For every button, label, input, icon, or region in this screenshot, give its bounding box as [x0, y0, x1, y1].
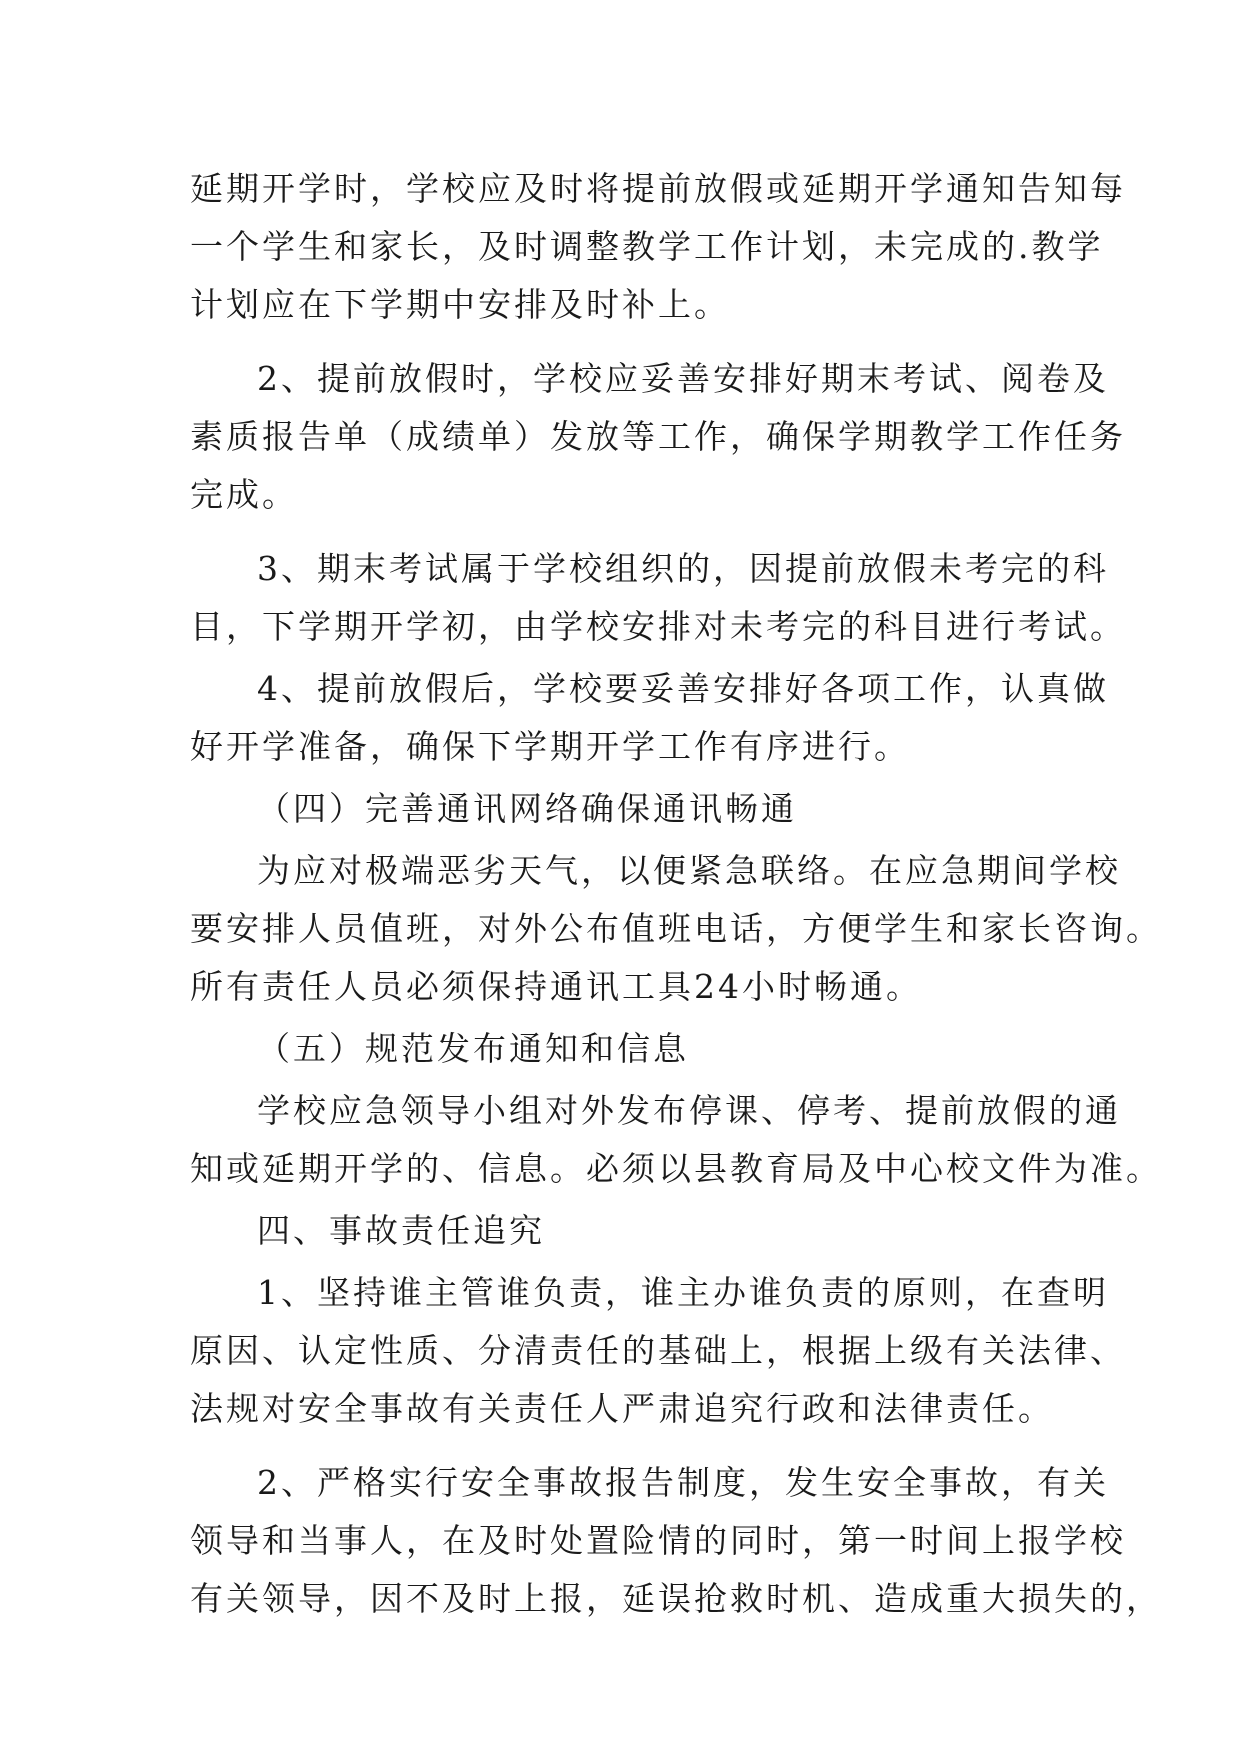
heading-line: （五）规范发布通知和信息: [257, 1029, 689, 1068]
text-line: 2、提前放假时，学校应妥善安排好期末考试、阅卷及: [257, 359, 1109, 398]
document-body: [190, 160, 1162, 1628]
paragraph-accountability-1: [190, 1264, 1126, 1438]
heading-line: （四）完善通讯网络确保通讯畅通: [257, 789, 797, 828]
text-line: 好开学准备，确保下学期开学工作有序进行。: [190, 727, 910, 766]
text-line: 学校应急领导小组对外发布停课、停考、提前放假的通: [257, 1091, 1121, 1130]
text-line: 2、严格实行安全事故报告制度，发生安全事故，有关: [257, 1463, 1109, 1502]
paragraph-accountability-2: [190, 1454, 1162, 1628]
text-line: 有关领导，因不及时上报，延误抢救时机、造成重大损失的，: [190, 1579, 1162, 1618]
heading-line: 四、事故责任追究: [257, 1211, 545, 1250]
paragraph-item-3: [190, 540, 1126, 656]
text-line: 1、坚持谁主管谁负责，谁主办谁负责的原则，在查明: [257, 1273, 1109, 1312]
text-line: 一个学生和家长，及时调整教学工作计划，未完成的.教学: [190, 227, 1104, 266]
part-heading-4: [190, 1202, 1060, 1260]
text-line: 目，下学期开学初，由学校安排对未考完的科目进行考试。: [190, 607, 1126, 646]
text-line: 要安排人员值班，对外公布值班电话，方便学生和家长咨询。: [190, 909, 1162, 948]
text-line: 素质报告单（成绩单）发放等工作，确保学期教学工作任务: [190, 417, 1126, 456]
text-line: 知或延期开学的、信息。必须以县教育局及中心校文件为准。: [190, 1149, 1162, 1188]
text-line: 为应对极端恶劣天气，以便紧急联络。在应急期间学校: [257, 851, 1121, 890]
text-line: 3、期末考试属于学校组织的，因提前放假未考完的科: [257, 549, 1109, 588]
paragraph-delay-intro: [190, 160, 1126, 334]
paragraph-communication: [190, 842, 1162, 1016]
text-line: 延期开学时，学校应及时将提前放假或延期开学通知告知每: [190, 169, 1126, 208]
paragraph-notices: [190, 1082, 1162, 1198]
text-line: 计划应在下学期中安排及时补上。: [190, 285, 730, 324]
text-line: 法规对安全事故有关责任人严肃追究行政和法律责任。: [190, 1389, 1054, 1428]
text-line: 4、提前放假后，学校要妥善安排好各项工作，认真做: [257, 669, 1109, 708]
text-line: 完成。: [190, 475, 298, 514]
text-line: 领导和当事人，在及时处置险情的同时，第一时间上报学校: [190, 1521, 1126, 1560]
paragraph-item-2: [190, 350, 1126, 524]
section-heading-4: [190, 780, 1060, 838]
paragraph-item-4: [190, 660, 1109, 776]
text-line: 原因、认定性质、分清责任的基础上，根据上级有关法律、: [190, 1331, 1126, 1370]
text-line: 所有责任人员必须保持通讯工具24小时畅通。: [190, 967, 922, 1006]
section-heading-5: [190, 1020, 1060, 1078]
